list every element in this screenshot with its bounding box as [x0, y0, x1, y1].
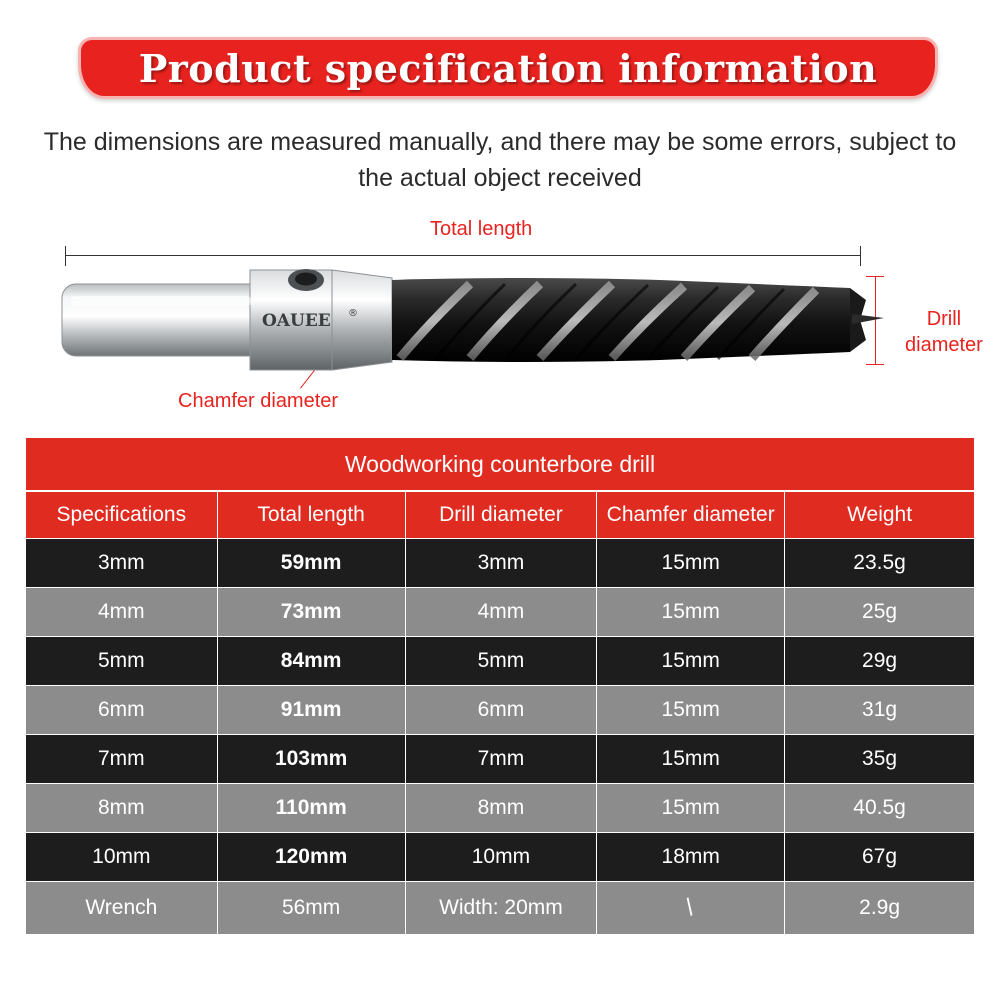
cell-total-length: 59mm — [217, 539, 405, 588]
cell-weight: 23.5g — [785, 539, 975, 588]
cell-total-length: 84mm — [217, 637, 405, 686]
cell-weight: 67g — [785, 833, 975, 882]
cell-weight: 35g — [785, 735, 975, 784]
cell-specification: 6mm — [26, 686, 218, 735]
cell-specification: 5mm — [26, 637, 218, 686]
cell-total-length: 91mm — [217, 686, 405, 735]
svg-text:®: ® — [348, 308, 358, 319]
cell-specification: 7mm — [26, 735, 218, 784]
cell-weight: 29g — [785, 637, 975, 686]
cell-specification: 10mm — [26, 833, 218, 882]
cell-drill-diameter: 7mm — [405, 735, 597, 784]
table-row — [26, 784, 975, 833]
brand-text-on-tool: OAUEE — [262, 311, 331, 331]
cell-chamfer-diameter: 15mm — [597, 784, 785, 833]
table-row — [26, 588, 975, 637]
cell-weight: 40.5g — [785, 784, 975, 833]
cell-chamfer-diameter — [597, 882, 785, 935]
cell-drill-diameter: 10mm — [405, 833, 597, 882]
table-row — [26, 882, 975, 935]
subtitle-note: The dimensions are measured manually, and there may be some errors, subject to the actual object received — [43, 128, 957, 192]
cell-total-length: 73mm — [217, 588, 405, 637]
page-title: Product specification information — [138, 45, 878, 91]
cell-drill-diameter: Width: 20mm — [405, 882, 597, 935]
spec-table-title: Woodworking counterbore drill — [25, 437, 975, 491]
product-illustration — [0, 218, 1000, 428]
cell-specification: Wrench — [26, 882, 218, 935]
cell-specification: 4mm — [26, 588, 218, 637]
cell-total-length: 103mm — [217, 735, 405, 784]
cell-total-length: 110mm — [217, 784, 405, 833]
cell-chamfer-diameter: 15mm — [597, 735, 785, 784]
cell-chamfer-diameter: 15mm — [597, 686, 785, 735]
drill-bit-drawing — [0, 218, 1000, 428]
table-row — [26, 735, 975, 784]
cell-weight: 31g — [785, 686, 975, 735]
cell-total-length: 120mm — [217, 833, 405, 882]
table-header-row — [26, 492, 975, 539]
column-header-specifications: Specifications — [26, 492, 218, 539]
cell-drill-diameter: 5mm — [405, 637, 597, 686]
cell-chamfer-diameter: 15mm — [597, 588, 785, 637]
cell-drill-diameter: 6mm — [405, 686, 597, 735]
cell-specification: 8mm — [26, 784, 218, 833]
spec-table-container — [25, 437, 975, 935]
table-row — [26, 833, 975, 882]
table-row — [26, 637, 975, 686]
label-drill-diameter-line2: diameter — [905, 334, 983, 356]
cell-weight: 2.9g — [785, 882, 975, 935]
label-total-length: Total length — [430, 218, 533, 240]
spec-table — [25, 437, 975, 935]
column-header-total-length: Total length — [217, 492, 405, 539]
column-header-weight: Weight — [785, 492, 975, 539]
label-drill-diameter-line1: Drill — [926, 308, 962, 330]
table-row — [26, 686, 975, 735]
cell-drill-diameter: 8mm — [405, 784, 597, 833]
cell-drill-diameter: 3mm — [405, 539, 597, 588]
not-applicable-slash: / — [681, 894, 700, 922]
cell-chamfer-diameter: 15mm — [597, 539, 785, 588]
cell-specification: 3mm — [26, 539, 218, 588]
cell-weight: 25g — [785, 588, 975, 637]
cell-chamfer-diameter: 15mm — [597, 637, 785, 686]
label-chamfer-diameter: Chamfer diameter — [178, 390, 339, 412]
cell-drill-diameter: 4mm — [405, 588, 597, 637]
column-header-drill-diameter: Drill diameter — [405, 492, 597, 539]
cell-total-length: 56mm — [217, 882, 405, 935]
table-row — [26, 539, 975, 588]
column-header-chamfer-diameter: Chamfer diameter — [597, 492, 785, 539]
title-banner — [78, 37, 938, 99]
cell-chamfer-diameter: 18mm — [597, 833, 785, 882]
